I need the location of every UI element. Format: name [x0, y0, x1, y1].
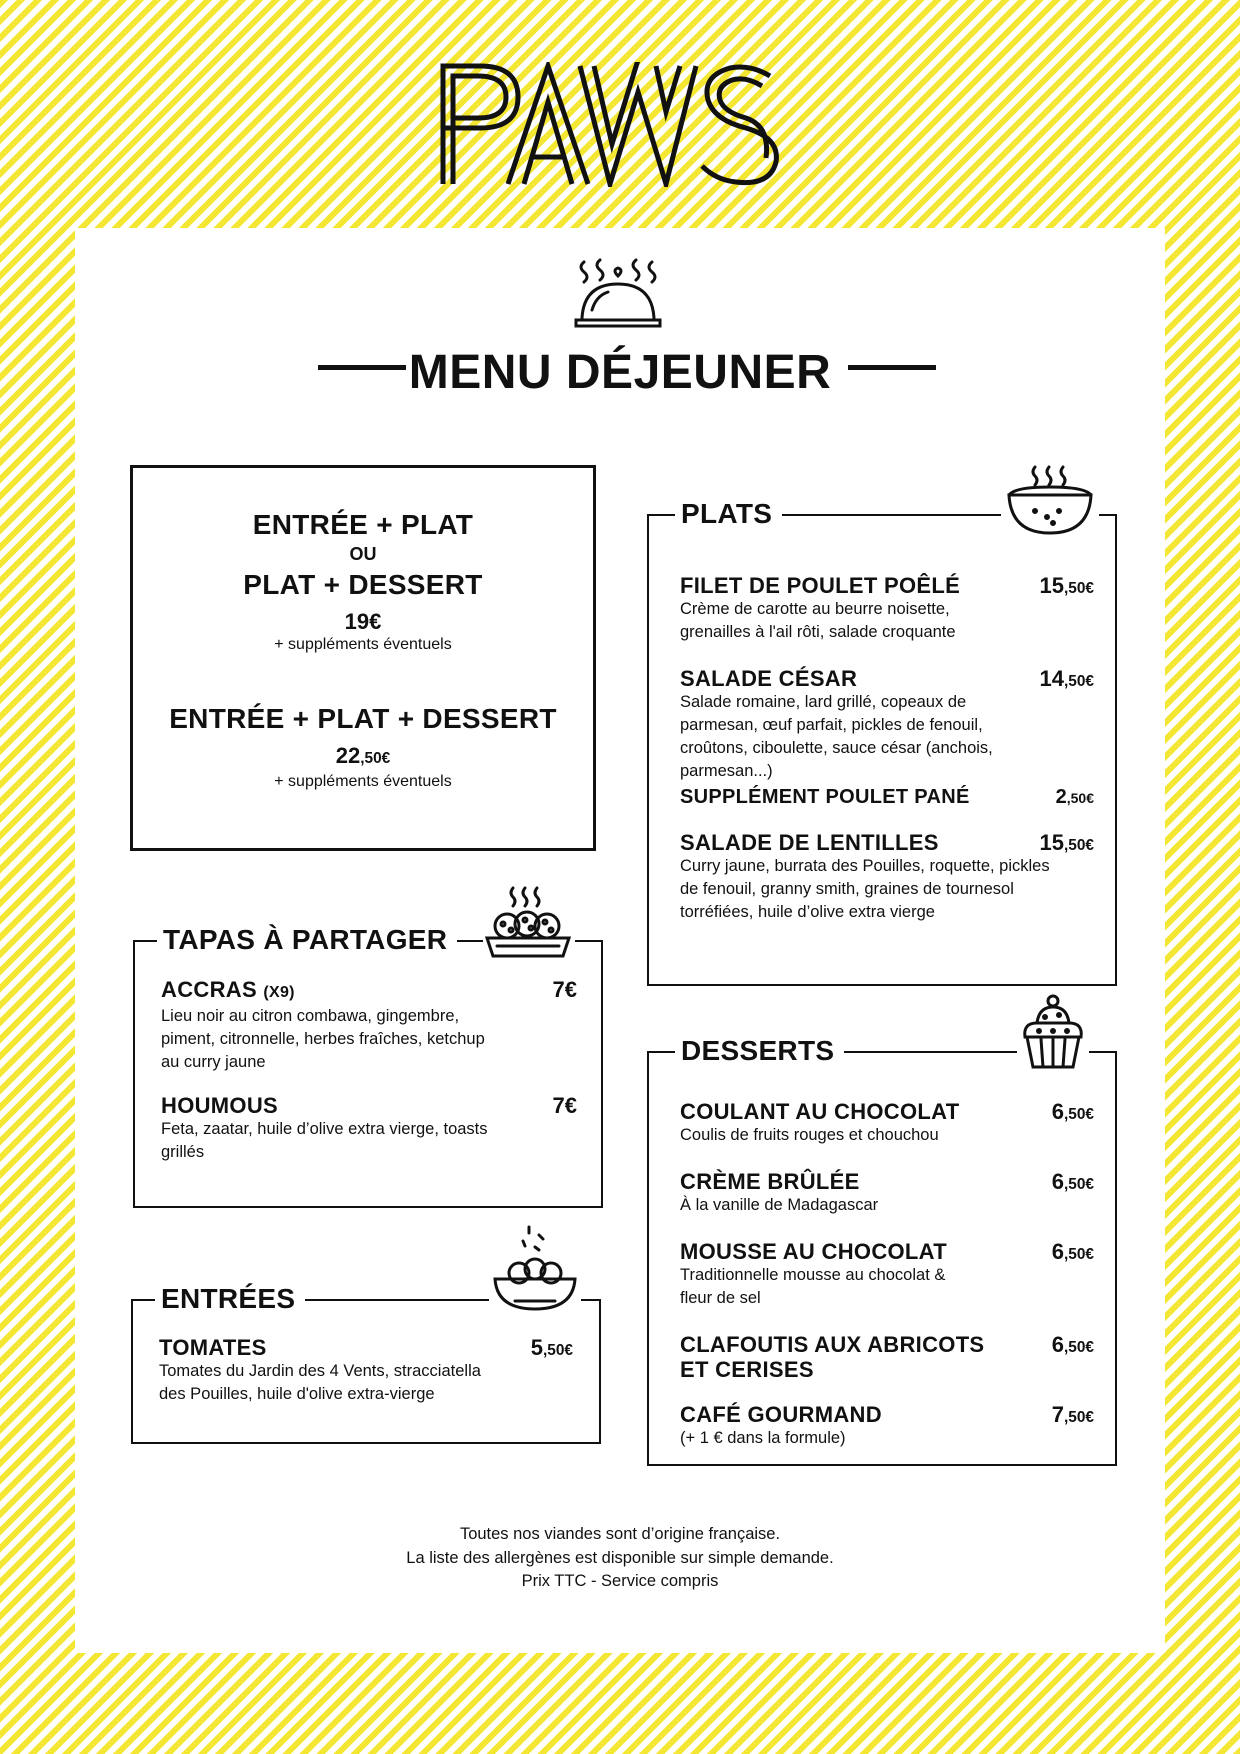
formula-1-line-2: PLAT + DESSERT	[243, 569, 483, 600]
item-price: 6,50€	[1051, 1099, 1094, 1124]
item-description: Curry jaune, burrata des Pouilles, roquette, pickles de fenouil, granny smith, graines de tournesol torréfiées, huile d’olive extra vierge	[680, 857, 1050, 921]
soup-bowl-icon	[1001, 465, 1099, 537]
footer-notes	[0, 1523, 1240, 1594]
item-description: Salade romaine, lard grillé, copeaux de parmesan, œuf parfait, pickles de fenouil, croûtons, ciboulette, sauce césar (anchois, parmesan...)	[680, 693, 993, 780]
item-price: 6,50€	[1051, 1332, 1094, 1357]
item-price: 15,50€	[1039, 573, 1094, 598]
item-price: 7€	[552, 977, 577, 1002]
plat-item	[680, 785, 1094, 810]
tapas-basket-icon	[483, 884, 575, 962]
item-price: 2,50€	[1055, 786, 1094, 808]
formula-box	[130, 465, 596, 851]
item-price: 14,50€	[1039, 666, 1094, 691]
formula-1-or: OU	[349, 544, 377, 564]
plats-title: PLATS	[675, 498, 782, 530]
item-description: Crème de carotte au beurre noisette, grenailles à l'ail rôti, salade croquante	[680, 600, 956, 641]
item-price: 15,50€	[1039, 830, 1094, 855]
formula-2-line: ENTRÉE + PLAT + DESSERT	[169, 703, 557, 734]
formula-1-note: + suppléments éventuels	[274, 636, 452, 653]
salad-bowl-icon	[489, 1225, 581, 1315]
formula-1-line-1: ENTRÉE + PLAT	[252, 509, 474, 540]
formula-2-price: 22,50€	[335, 743, 391, 768]
item-description: Traditionnelle mousse au chocolat & fleur de sel	[680, 1266, 946, 1307]
tapas-title: TAPAS À PARTAGER	[157, 924, 457, 956]
entree-item	[159, 1335, 573, 1406]
item-name: HOUMOUS	[161, 1093, 278, 1118]
dessert-item	[680, 1099, 1094, 1147]
item-description: Coulis de fruits rouges et chouchou	[680, 1126, 939, 1144]
item-name: FILET DE POULET POÊLÉ	[680, 573, 961, 598]
footer-line-prices: Prix TTC - Service compris	[521, 1572, 719, 1590]
item-price: 6,50€	[1051, 1169, 1094, 1194]
entrees-title: ENTRÉES	[155, 1283, 305, 1315]
title-rule-right	[848, 365, 936, 370]
dessert-item	[680, 1169, 1094, 1217]
paws-logo	[440, 62, 805, 187]
item-description: À la vanille de Madagascar	[680, 1196, 879, 1214]
item-name: CLAFOUTIS AUX ABRICOTS ET CERISES	[680, 1332, 985, 1382]
dessert-item	[680, 1402, 1094, 1450]
dessert-item	[680, 1332, 1094, 1382]
item-price: 6,50€	[1051, 1239, 1094, 1264]
item-price: 7,50€	[1051, 1402, 1094, 1427]
formula-1-price: 19€	[344, 609, 382, 634]
footer-line-origin: Toutes nos viandes sont d’origine française.	[459, 1525, 781, 1543]
cupcake-icon	[1017, 993, 1089, 1071]
item-description: Lieu noir au citron combawa, gingembre, piment, citronnelle, herbes fraîches, ketchup au curry jaune	[161, 1007, 485, 1071]
tapas-item	[161, 977, 577, 1074]
plat-item	[680, 830, 1094, 924]
desserts-title: DESSERTS	[675, 1035, 844, 1067]
item-description: Tomates du Jardin des 4 Vents, stracciatella des Pouilles, huile d'olive extra-vierge	[159, 1362, 481, 1403]
item-price: 5,50€	[530, 1335, 573, 1360]
footer-line-allergens: La liste des allergènes est disponible sur simple demande.	[406, 1548, 834, 1567]
plat-item	[680, 573, 1094, 644]
item-name: TOMATES	[159, 1335, 267, 1360]
item-description: (+ 1 € dans la formule)	[680, 1429, 846, 1447]
item-name: CAFÉ GOURMAND	[680, 1402, 882, 1427]
item-name: SALADE CÉSAR	[680, 666, 858, 691]
item-name: SUPPLÉMENT POULET PANÉ	[680, 786, 970, 808]
item-name: ACCRAS	[161, 977, 257, 1002]
formula-2-note: + suppléments éventuels	[274, 773, 452, 790]
item-name: SALADE DE LENTILLES	[680, 830, 939, 855]
item-name: COULANT AU CHOCOLAT	[680, 1099, 960, 1124]
item-name: CRÈME BRÛLÉE	[680, 1169, 860, 1194]
item-name: MOUSSE AU CHOCOLAT	[680, 1239, 947, 1264]
item-qualifier: (X9)	[263, 984, 295, 1001]
item-price: 7€	[552, 1093, 577, 1118]
page-title: MENU DÉJEUNER	[408, 346, 832, 399]
tapas-item	[161, 1093, 577, 1164]
dessert-item	[680, 1239, 1094, 1310]
cloche-icon	[572, 258, 664, 330]
plat-item	[680, 666, 1094, 783]
item-description: Feta, zaatar, huile d’olive extra vierge, toasts grillés	[161, 1120, 488, 1161]
